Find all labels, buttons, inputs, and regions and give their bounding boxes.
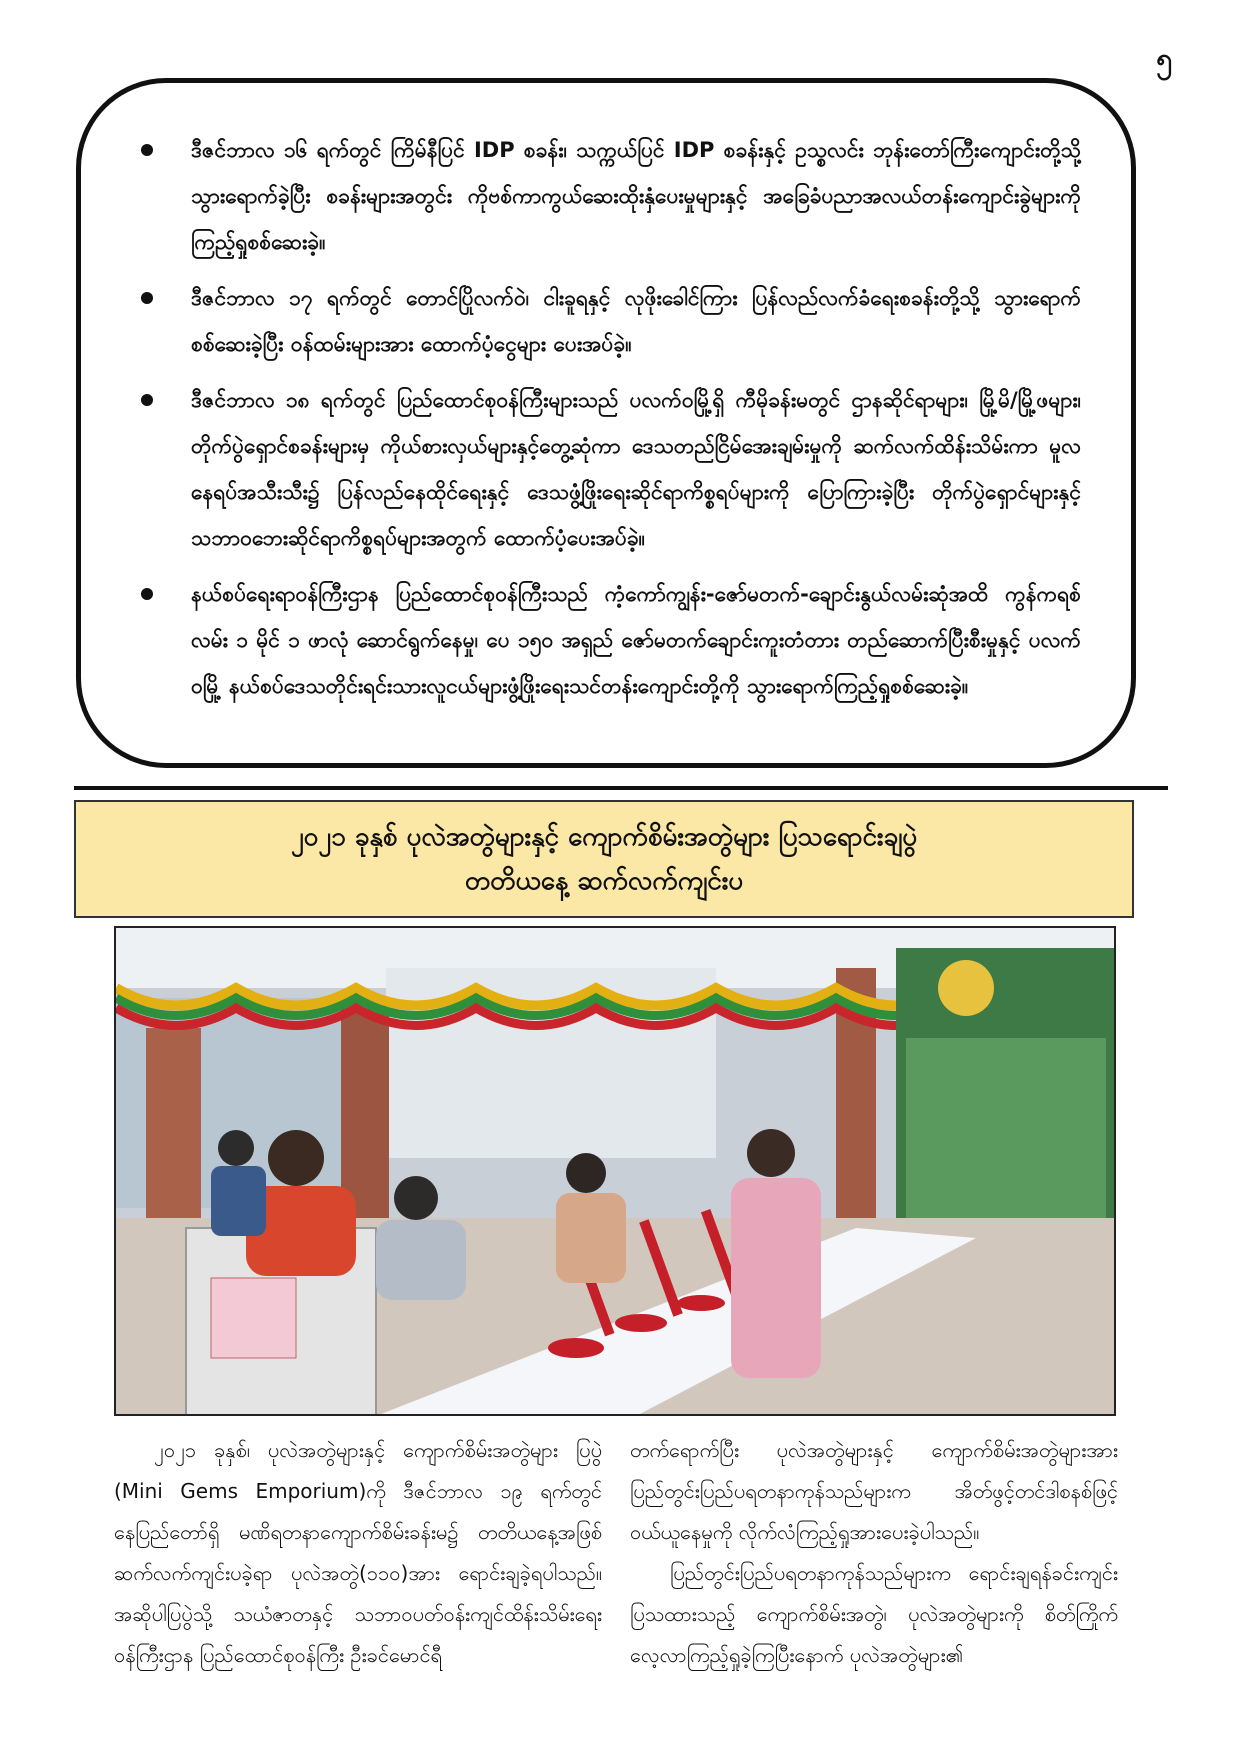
event-hall-illustration [116, 928, 1116, 1416]
section-divider [74, 786, 1168, 790]
article-paragraph: ပြည်တွင်းပြည်ပရတနာကုန်သည်များက ရောင်းချရန်ခင်းကျင်းပြသထားသည့် ကျောက်စိမ်းအတွဲ၊ ပုလဲအတွဲများကို စိတ်ကြိုက်လေ့လာကြည့်ရှုခဲ့ကြပြီးနောက် ပုလဲအတွဲများ၏ [630, 1561, 1118, 1667]
bullet-text: ဒီဇင်ဘာလ ၁၈ ရက်တွင် ပြည်ထောင်စုဝန်ကြီးများသည် ပလက်ဝမြို့ရှိ ကီမိုခန်းမတွင် ဌာနဆိုင်ရာများ၊ မြို့မိ/မြို့ဖများ၊ တိုက်ပွဲရှောင်စခန်းများမှ ကိုယ်စားလှယ်များနှင့်တွေ့ဆုံကာ ဒေသတည်ငြိမ်အေးချမ်းမှုကို ဆက်လက်ထိန်းသိမ်းကာ မူလနေရပ်အသီးသီး၌ ပြန်လည်နေထိုင်ရေးနှင့် ဒေသဖွံ့ဖြိုးရေးဆိုင်ရာကိစ္စရပ်များကို ပြောကြားခဲ့ပြီး တိုက်ပွဲရှောင်များနှင့် သဘာဝဘေးဆိုင်ရာကိစ္စရပ်များအတွက် ထောက်ပံ့ပေးအပ်ခဲ့။ [191, 388, 1081, 550]
bullet-list-box [76, 78, 1136, 768]
article-paragraph: တက်ရောက်ပြီး ပုလဲအတွဲများနှင့် ကျောက်စိမ်းအတွဲများအား ပြည်တွင်းပြည်ပရတနာကုန်သည်များက အိတ်ဖွင့်တင်ဒါစနစ်ဖြင့် ဝယ်ယူနေမှုကို လိုက်လံကြည့်ရှုအားပေးခဲ့ပါသည်။ [630, 1438, 1118, 1544]
bullet-text: နယ်စပ်ရေးရာဝန်ကြီးဌာန ပြည်ထောင်စုဝန်ကြီးသည် ကံ့ကော်ကျွန်း-ဇော်မတက်-ချောင်းနွယ်လမ်းဆုံအထိ ကွန်ကရစ်လမ်း ၁ မိုင် ၁ ဖာလုံ ဆောင်ရွက်နေမှု၊ ပေ ၁၅၀ အရှည် ဇော်မတက်ချောင်းကူးတံတား တည်ဆောက်ပြီးစီးမှုနှင့် ပလက်ဝမြို့ နယ်စပ်ဒေသတိုင်းရင်းသားလူငယ်များဖွံ့ဖြိုးရေးသင်တန်းကျောင်းတို့ကို သွားရောက်ကြည့်ရှုစစ်ဆေးခဲ့။ [191, 582, 1081, 698]
bullet-item [141, 571, 1081, 709]
bullet-text: ဒီဇင်ဘာလ ၁၇ ရက်တွင် တောင်ပြိုလက်ဝဲ၊ ငါးခူရနှင့် လုဖိုးခေါင်ကြား ပြန်လည်လက်ခံရေးစခန်းတို့သို့ သွားရောက်စစ်ဆေးခဲ့ပြီး ဝန်ထမ်းများအား ထောက်ပံ့ငွေများ ပေးအပ်ခဲ့။ [191, 286, 1081, 356]
headline-box [74, 800, 1134, 918]
bullet-dot-icon [141, 394, 153, 406]
bullet-text: ဒီဇင်ဘာလ ၁၆ ရက်တွင် ကြိမ်နီပြင် IDP စခန်း၊ သက္ကယ်ပြင် IDP စခန်းနှင့် ဥသ္စလင်း ဘုန်းတော်ကြီးကျောင်းတို့သို့ သွားရောက်ခဲ့ပြီး စခန်းများအတွင်း ကိုဗစ်ကာကွယ်ဆေးထိုးနှံပေးမှုများနှင့် အခြေခံပညာအလယ်တန်းကျောင်းခွဲများကို ကြည့်ရှုစစ်ဆေးခဲ့။ [191, 138, 1081, 254]
headline-line-1: ၂၀၂၁ ခုနှစ် ပုလဲအတွဲများနှင့် ကျောက်စိမ်းအတွဲများ ပြသရောင်းချပွဲ [290, 822, 918, 852]
bullet-item [141, 127, 1081, 265]
bullet-dot-icon [141, 292, 153, 304]
news-photo [114, 926, 1116, 1416]
bullet-dot-icon [141, 144, 153, 156]
bullet-item [141, 377, 1081, 561]
headline-line-2: တတိယနေ့ ဆက်လက်ကျင်းပ [464, 866, 744, 896]
page-number: ၅ [1156, 42, 1172, 75]
article-column-left [114, 1430, 602, 1676]
bullet-dot-icon [141, 588, 153, 600]
article-paragraph: ၂၀၂၁ ခုနှစ်၊ ပုလဲအတွဲများနှင့် ကျောက်စိမ်းအတွဲများ ပြပွဲ (Mini Gems Emporium)ကို ဒီဇင်ဘာလ ၁၉ ရက်တွင် နေပြည်တော်ရှိ မဏိရတနာကျောက်စိမ်းခန်းမ၌ တတိယနေ့အဖြစ် ဆက်လက်ကျင်းပခဲ့ရာ ပုလဲအတွဲ(၁၁၀)အား ရောင်းချခဲ့ရပါသည်။ အဆိုပါပြပွဲသို့ သယံဇာတနှင့် သဘာဝပတ်ဝန်းကျင်ထိန်းသိမ်းရေးဝန်ကြီးဌာန ပြည်ထောင်စုဝန်ကြီး ဦးခင်မောင်ရီ [114, 1438, 602, 1667]
bullet-item [141, 275, 1081, 367]
article-column-right [630, 1430, 1118, 1676]
